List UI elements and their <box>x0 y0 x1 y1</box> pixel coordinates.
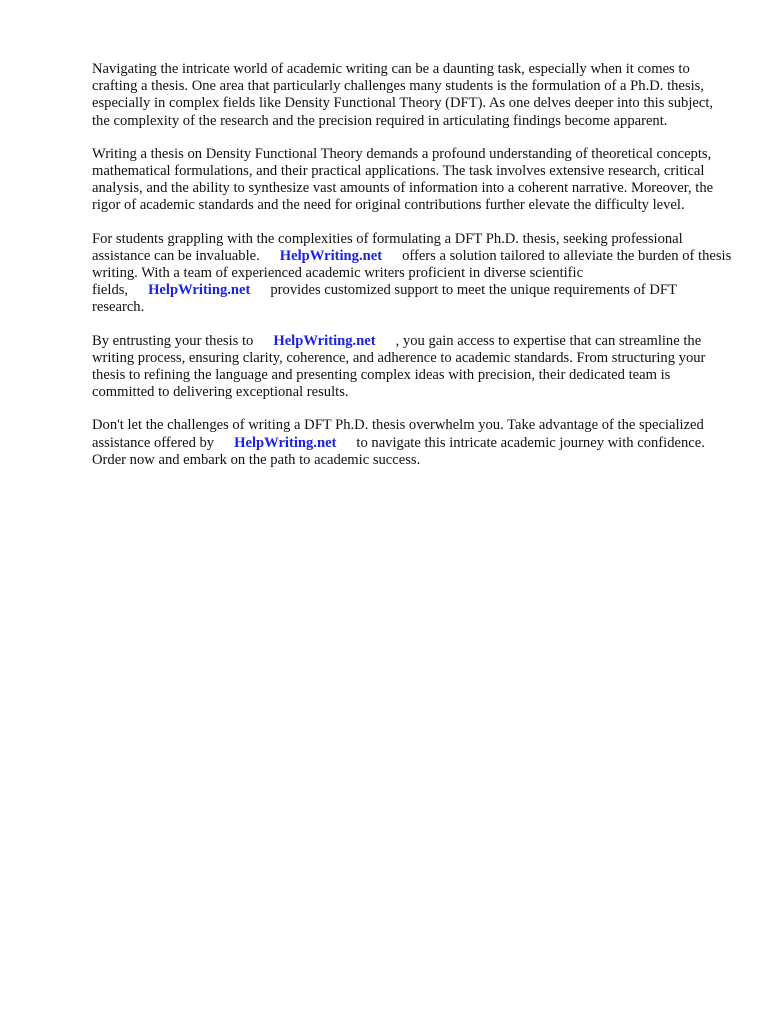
paragraph-assistance <box>92 231 732 317</box>
paragraph-closing-text-1: Don't let the challenges of writing a DFT Ph.D. thesis overwhelm you. Take advantage of the specialized assistance offered by <box>92 417 704 451</box>
document-page <box>92 61 732 485</box>
paragraph-assistance-text-3: provides customized support to meet the unique requirements of DFT research. <box>92 282 677 316</box>
paragraph-intro <box>92 61 732 130</box>
paragraph-demands-text: Writing a thesis on Density Functional Theory demands a profound understanding of theoretical concepts, mathematical formulations, and their practical applications. The task involves extensive research, critical analysis, and the ability to synthesize vast amounts of information into a coherent narrative. Moreover, the rigor of academic standards and the need for original contributions further elevate the difficulty level. <box>92 145 714 214</box>
helpwriting-link-3[interactable]: HelpWriting.net <box>273 332 376 349</box>
paragraph-entrusting-text-1: By entrusting your thesis to <box>92 332 254 349</box>
helpwriting-link-1[interactable]: HelpWriting.net <box>279 247 383 264</box>
helpwriting-link-4[interactable]: HelpWriting.net <box>234 434 337 451</box>
helpwriting-link-2[interactable]: HelpWriting.net <box>148 282 251 299</box>
paragraph-intro-text: Navigating the intricate world of academic writing can be a daunting task, especially when it comes to crafting a thesis. One area that particularly challenges many students is the formulation of a Ph.D. thesis, especially in complex fields like Density Functional Theory (DFT). As one delves deeper into this subject, the complexity of the research and the precision required in articulating findings become apparent. <box>92 61 714 129</box>
paragraph-closing-text-2: to navigate this intricate academic journey with confidence. Order now and embark on the path to academic success. <box>92 434 705 468</box>
paragraph-demands <box>92 146 732 215</box>
paragraph-assistance-text-1: For students grappling with the complexities of formulating a DFT Ph.D. thesis, seeking professional assistance can be invaluable. <box>92 230 683 264</box>
paragraph-assistance-text-2: offers a solution tailored to alleviate the burden of thesis writing. With a team of experienced academic writers proficient in diverse scientific fields, <box>92 247 732 299</box>
paragraph-closing <box>92 417 732 469</box>
paragraph-entrusting-text-2: , you gain access to expertise that can streamline the writing process, ensuring clarity, coherence, and adherence to academic standards. From structuring your thesis to refining the language and presenting complex ideas with precision, their dedicated team is committed to delivering exceptional results. <box>92 332 706 401</box>
paragraph-entrusting <box>92 333 732 402</box>
